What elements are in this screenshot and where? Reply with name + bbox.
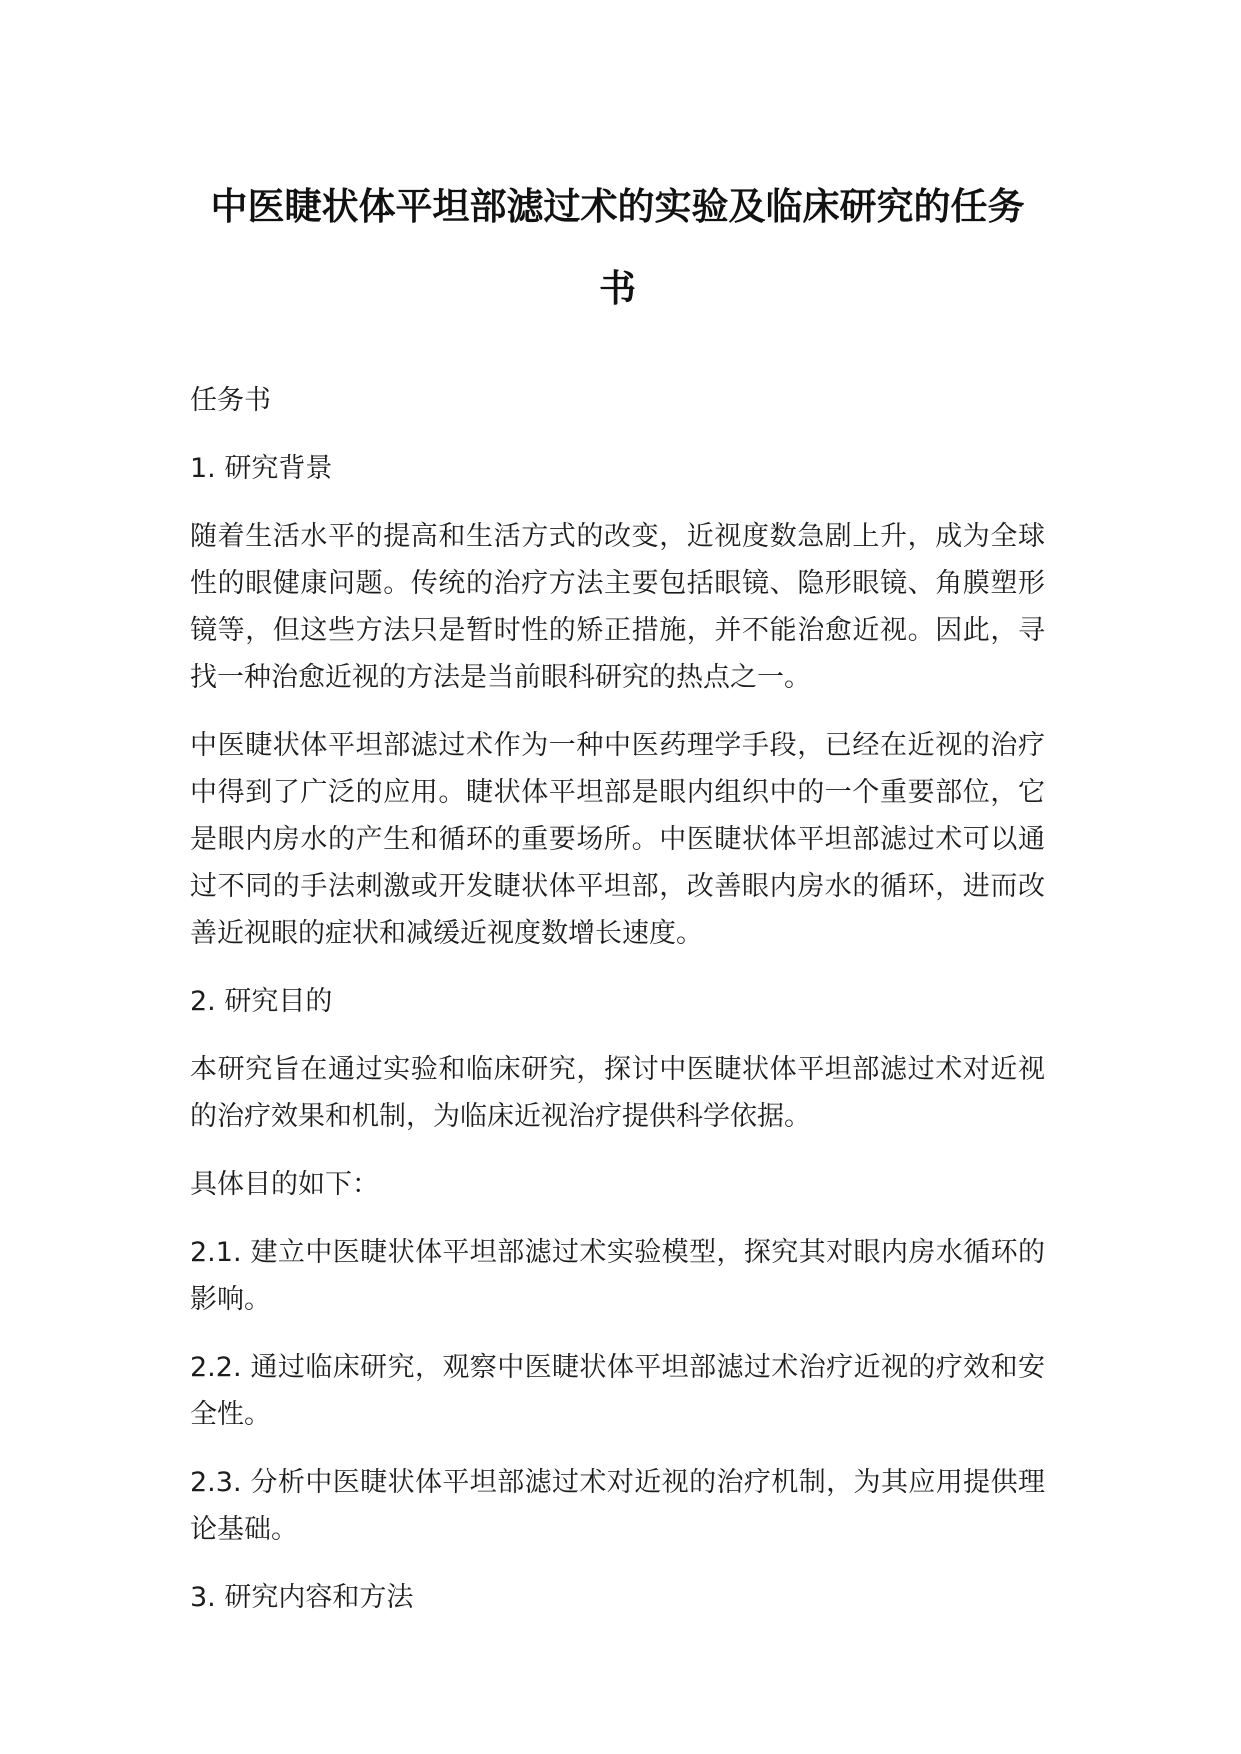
text-line: 中得到了广泛的应用。睫状体平坦部是眼内组织中的一个重要部位，它	[190, 777, 1045, 808]
title-line: 书	[599, 267, 636, 310]
text-line: 过不同的手法刺激或开发睫状体平坦部，改善眼内房水的循环，进而改	[190, 871, 1045, 902]
text-line: 任务书	[190, 385, 271, 416]
text-line: 镜等，但这些方法只是暂时性的矫正措施，并不能治愈近视。因此，寻	[190, 615, 1045, 646]
text-line: 全性。	[190, 1399, 271, 1430]
text-line: 性的眼健康问题。传统的治疗方法主要包括眼镜、隐形眼镜、角膜塑形	[190, 568, 1045, 599]
document-body	[190, 377, 1045, 1621]
title-line: 中医睫状体平坦部滤过术的实验及临床研究的任务	[210, 185, 1025, 228]
section-heading-methods	[190, 1574, 1045, 1621]
paragraph-background-1	[190, 513, 1045, 701]
text-line: 随着生活水平的提高和生活方式的改变，近视度数急剧上升，成为全球	[190, 521, 1045, 552]
text-line: 本研究旨在通过实验和临床研究，探讨中医睫状体平坦部滤过术对近视	[190, 1054, 1045, 1085]
text-line: 中医睫状体平坦部滤过术作为一种中医药理学手段，已经在近视的治疗	[190, 730, 1045, 761]
text-line: 是眼内房水的产生和循环的重要场所。中医睫状体平坦部滤过术可以通	[190, 824, 1045, 855]
text-line: 的治疗效果和机制，为临床近视治疗提供科学依据。	[190, 1101, 811, 1132]
text-line: 找一种治愈近视的方法是当前眼科研究的热点之一。	[190, 662, 811, 693]
section-heading: 2. 研究目的	[190, 986, 333, 1017]
text-line: 具体目的如下：	[190, 1169, 379, 1200]
section-heading-background	[190, 445, 1045, 492]
objective-item	[190, 1229, 1045, 1323]
paragraph-objectives	[190, 1046, 1045, 1140]
text-line: 2.3. 分析中医睫状体平坦部滤过术对近视的治疗机制，为其应用提供理	[190, 1467, 1045, 1498]
objective-item	[190, 1344, 1045, 1438]
doc-label	[190, 377, 1045, 424]
text-line: 论基础。	[190, 1514, 298, 1545]
objective-item	[190, 1459, 1045, 1553]
objectives-intro	[190, 1161, 1045, 1208]
text-line: 2.1. 建立中医睫状体平坦部滤过术实验模型，探究其对眼内房水循环的	[190, 1237, 1045, 1268]
page-content	[190, 0, 1045, 1642]
text-line: 2.2. 通过临床研究，观察中医睫状体平坦部滤过术治疗近视的疗效和安	[190, 1352, 1045, 1383]
paragraph-background-2	[190, 722, 1045, 957]
section-heading: 3. 研究内容和方法	[190, 1582, 414, 1613]
text-line: 影响。	[190, 1284, 271, 1315]
document-title	[190, 166, 1045, 330]
section-heading-objectives	[190, 978, 1045, 1025]
text-line: 善近视眼的症状和减缓近视度数增长速度。	[190, 918, 703, 949]
section-heading: 1. 研究背景	[190, 453, 333, 484]
